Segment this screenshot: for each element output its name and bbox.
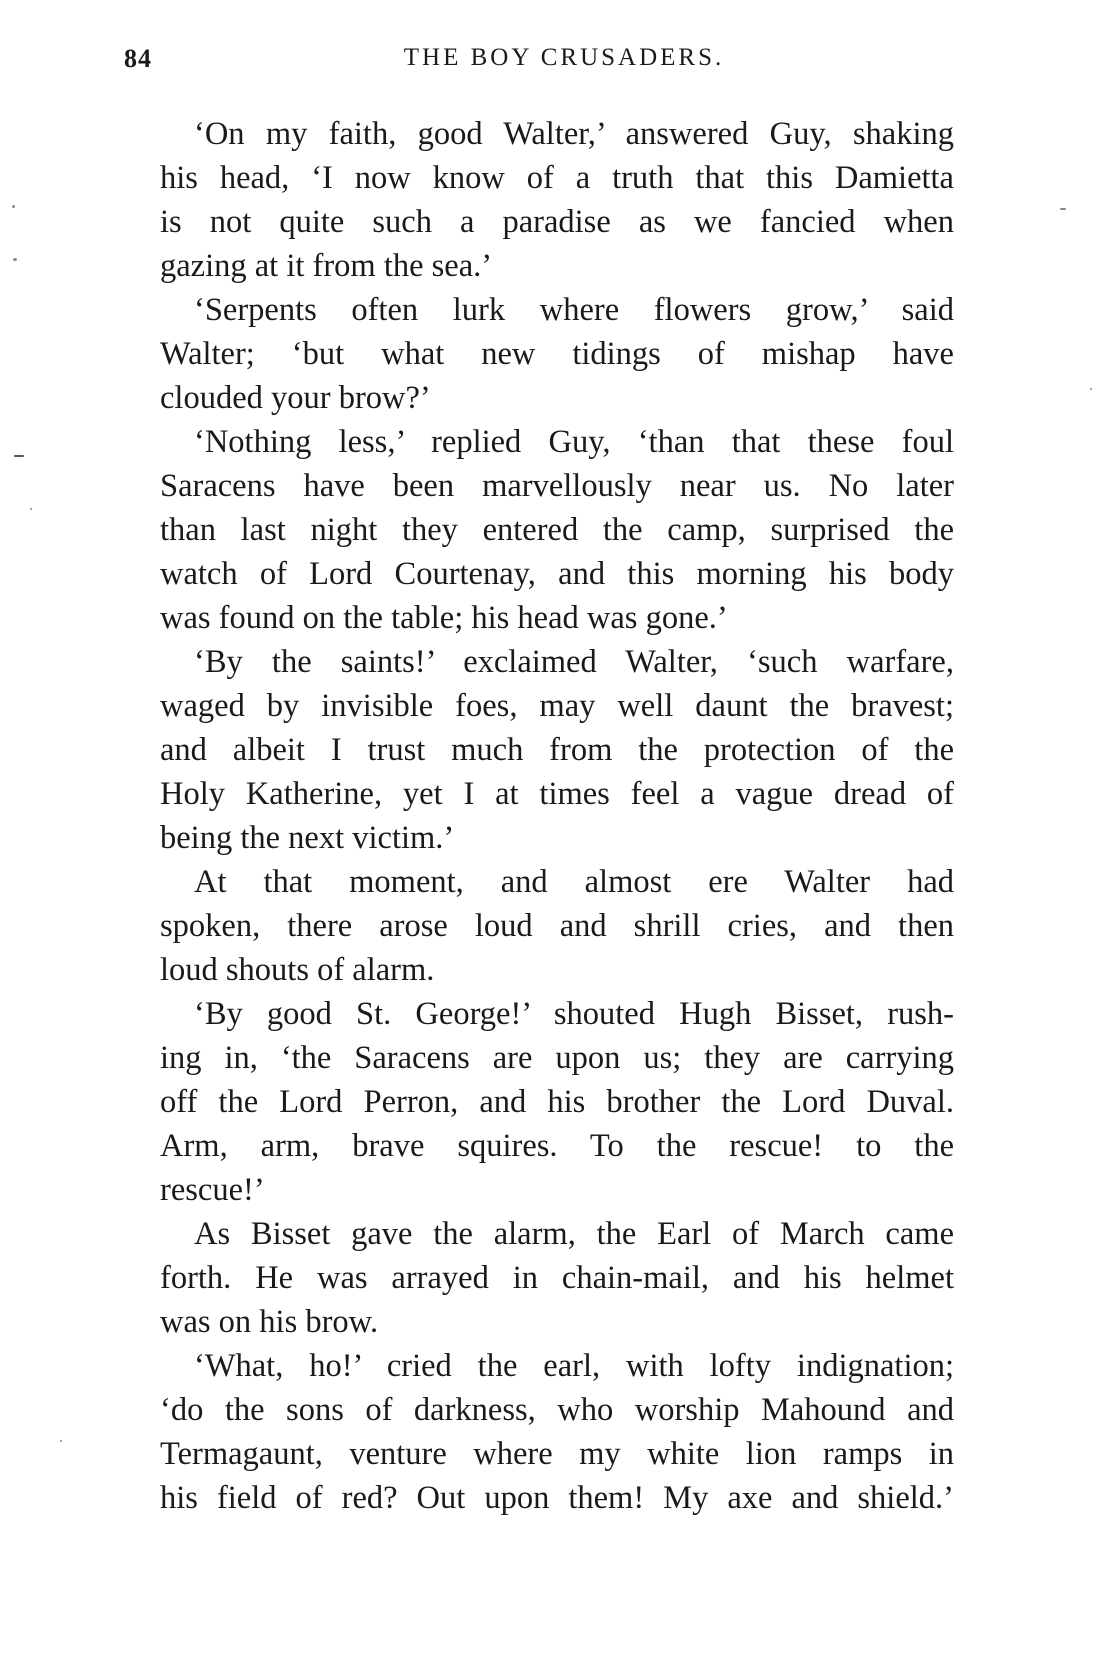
text-line: was found on the table; his head was gone.’ <box>160 600 728 636</box>
scan-speck <box>1060 208 1066 210</box>
text-line: his head, ‘I now know of a truth that this Damietta <box>160 160 954 196</box>
text-line: being the next victim.’ <box>160 820 455 856</box>
text-line: ‘By good St. George!’ shouted Hugh Bisset, rush- <box>194 996 954 1032</box>
text-line: ‘On my faith, good Walter,’ answered Guy, shaking <box>194 116 954 152</box>
text-line: off the Lord Perron, and his brother the Lord Duval. <box>160 1084 954 1120</box>
scan-speck <box>1090 388 1092 390</box>
running-title: THE BOY CRUSADERS. <box>403 44 725 71</box>
text-line: ing in, ‘the Saracens are upon us; they are carrying <box>160 1040 954 1076</box>
text-line: clouded your brow?’ <box>160 380 431 416</box>
text-line: spoken, there arose loud and shrill cries, and then <box>160 908 954 944</box>
text-line: ‘What, ho!’ cried the earl, with lofty indignation; <box>194 1348 954 1384</box>
paragraph <box>128 860 954 992</box>
paragraph <box>128 288 954 420</box>
text-line: Termagaunt, venture where my white lion ramps in <box>160 1436 954 1472</box>
text-line: than last night they entered the camp, surprised the <box>160 512 954 548</box>
text-line: is not quite such a paradise as we fancied when <box>160 204 954 240</box>
paragraph <box>128 112 954 288</box>
text-line: ‘By the saints!’ exclaimed Walter, ‘such warfare, <box>194 644 954 680</box>
scan-speck <box>14 455 24 457</box>
scan-speck <box>13 258 17 261</box>
text-line: Saracens have been marvellously near us. No later <box>160 468 954 504</box>
text-line: waged by invisible foes, may well daunt the bravest; <box>160 688 954 724</box>
paragraph <box>128 640 954 860</box>
page-header <box>124 44 1004 84</box>
text-line: loud shouts of alarm. <box>160 952 435 988</box>
text-line: Arm, arm, brave squires. To the rescue! to the <box>160 1128 954 1164</box>
text-line: was on his brow. <box>160 1304 379 1340</box>
body-text <box>128 112 954 1520</box>
text-line: Holy Katherine, yet I at times feel a vague dread of <box>160 776 954 812</box>
text-line: ‘do the sons of darkness, who worship Mahound and <box>160 1392 954 1428</box>
paragraph <box>128 420 954 640</box>
text-line: Walter; ‘but what new tidings of mishap have <box>160 336 954 372</box>
text-line: At that moment, and almost ere Walter had <box>194 864 954 900</box>
paragraph <box>128 992 954 1212</box>
paragraph <box>128 1344 954 1520</box>
text-line: rescue!’ <box>160 1172 265 1208</box>
text-line: and albeit I trust much from the protection of the <box>160 732 954 768</box>
text-line: As Bisset gave the alarm, the Earl of March came <box>194 1216 954 1252</box>
page-number: 84 <box>124 44 152 73</box>
scan-speck <box>60 1440 62 1442</box>
text-line: ‘Nothing less,’ replied Guy, ‘than that these foul <box>194 424 954 460</box>
text-line: forth. He was arrayed in chain-mail, and his helmet <box>160 1260 954 1296</box>
paragraph <box>128 1212 954 1344</box>
text-line: his field of red? Out upon them! My axe and shield.’ <box>160 1480 954 1516</box>
text-line: gazing at it from the sea.’ <box>160 248 493 284</box>
scan-speck <box>30 508 32 510</box>
scan-speck <box>12 205 15 208</box>
text-line: ‘Serpents often lurk where flowers grow,’ said <box>194 292 954 328</box>
text-line: watch of Lord Courtenay, and this morning his body <box>160 556 954 592</box>
